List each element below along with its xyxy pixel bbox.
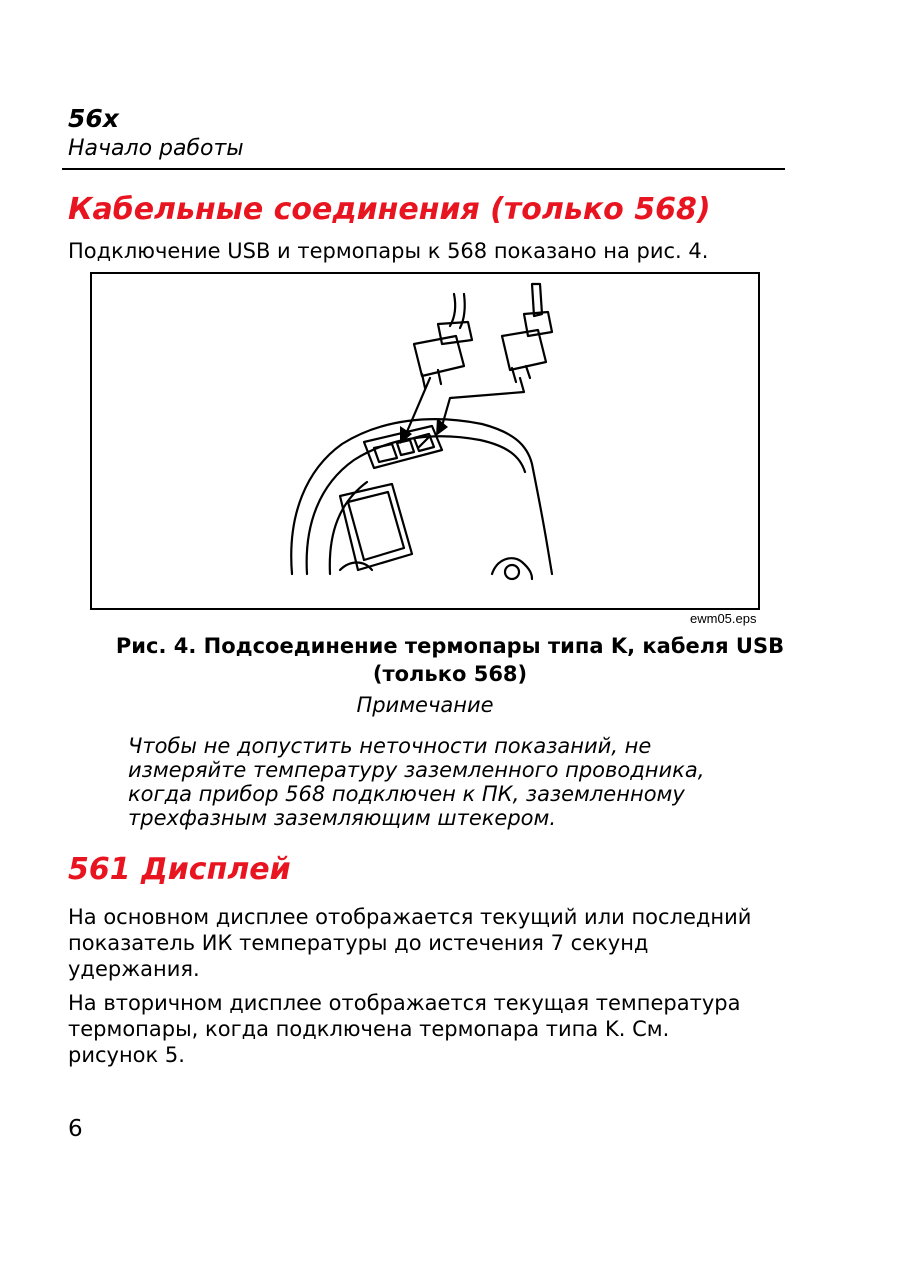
figure-frame [90, 272, 760, 610]
header-section: Начало работы [68, 136, 244, 161]
paragraph-line: На вторичном дисплее отображается текущая температура [68, 991, 741, 1015]
figure-file-label: ewm05.eps [690, 611, 757, 626]
caption-line-2: (только 568) [372, 662, 528, 686]
header-model: 56x [68, 104, 119, 133]
page-number: 6 [68, 1116, 83, 1142]
note-line: Чтобы не допустить неточности показаний, не [128, 734, 652, 758]
note-line: трехфазным заземляющим штекером. [128, 806, 557, 830]
paragraph-line: рисунок 5. [68, 1043, 185, 1067]
note-text [128, 734, 788, 830]
header-rule [62, 168, 785, 170]
paragraph-line: показатель ИК температуры до истечения 7 секунд [68, 931, 649, 955]
note-line: измеряйте температуру заземленного проводника, [128, 758, 705, 782]
figure-caption [60, 632, 840, 688]
paragraph-line: термопары, когда подключена термопара типа K. См. [68, 1017, 670, 1041]
paragraph-primary-display [68, 904, 788, 982]
caption-line-1: Рис. 4. Подсоединение термопары типа K, кабеля USB [115, 634, 785, 658]
heading-display: 561 Дисплей [68, 852, 291, 887]
note-line: когда прибор 568 подключен к ПК, заземленному [128, 782, 685, 806]
paragraph-line: удержания. [68, 957, 200, 981]
paragraph-line: На основном дисплее отображается текущий или последний [68, 905, 752, 929]
paragraph-secondary-display [68, 990, 788, 1068]
device-illustration [92, 274, 758, 608]
heading-cable-connections: Кабельные соединения (только 568) [68, 192, 711, 227]
intro-paragraph: Подключение USB и термопары к 568 показано на рис. 4. [68, 239, 709, 263]
note-title: Примечание [356, 693, 494, 717]
